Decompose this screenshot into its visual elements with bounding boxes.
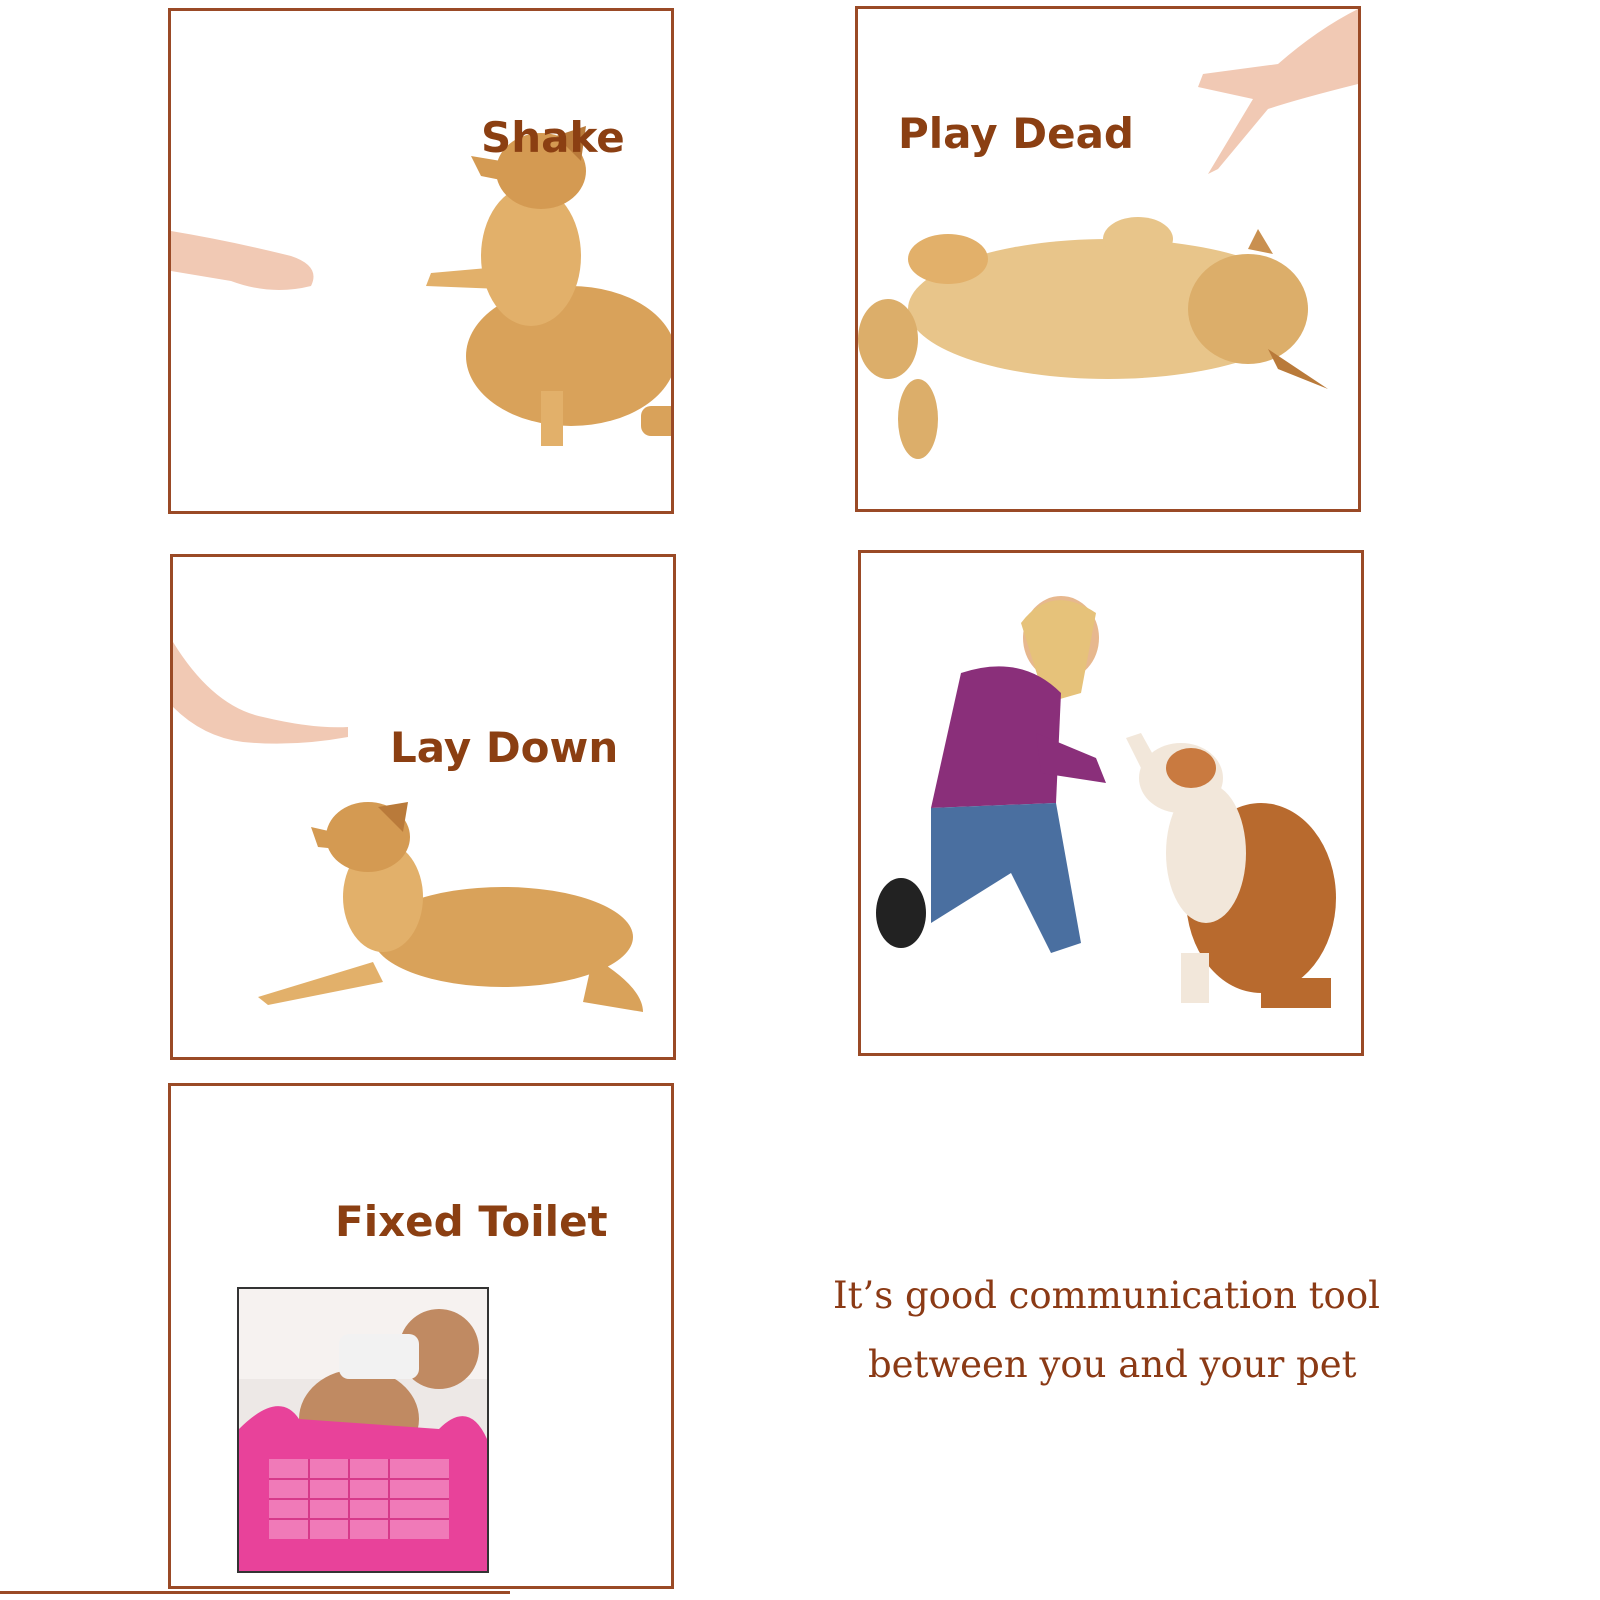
pointing-hand-shape xyxy=(1198,9,1358,174)
bottom-divider xyxy=(0,1591,510,1594)
hand-shape xyxy=(171,231,314,290)
panel-play-dead xyxy=(855,6,1361,512)
caption-lay-down: Lay Down xyxy=(390,723,619,772)
woman-shoe xyxy=(876,878,926,948)
tagline-line-2: between you and your pet xyxy=(868,1343,1357,1386)
panel-woman-with-dog xyxy=(858,550,1364,1056)
caption-fixed-toilet: Fixed Toilet xyxy=(335,1197,608,1246)
panel-lay-down xyxy=(170,554,676,1060)
dog-front-legs xyxy=(258,962,383,1005)
tagline-line-1: It’s good communication tool xyxy=(833,1274,1380,1317)
woman-dog-illustration xyxy=(861,553,1361,1053)
toilet-photo xyxy=(237,1287,489,1573)
caption-play-dead: Play Dead xyxy=(898,109,1134,158)
poodle-shirt xyxy=(339,1334,419,1379)
dog-tail xyxy=(583,957,643,1012)
panel-fixed-toilet xyxy=(168,1083,674,1589)
dog-body xyxy=(466,286,671,426)
woman-jeans xyxy=(931,803,1081,953)
panel-shake xyxy=(168,8,674,514)
shake-illustration xyxy=(171,11,671,511)
lay-down-illustration xyxy=(173,557,673,1057)
hand-shape xyxy=(173,642,348,744)
toilet-photo-illustration xyxy=(239,1289,487,1571)
dog-paw xyxy=(426,266,511,289)
play-dead-illustration xyxy=(858,9,1358,509)
caption-shake: Shake xyxy=(481,113,625,162)
dog-head xyxy=(1188,254,1308,364)
